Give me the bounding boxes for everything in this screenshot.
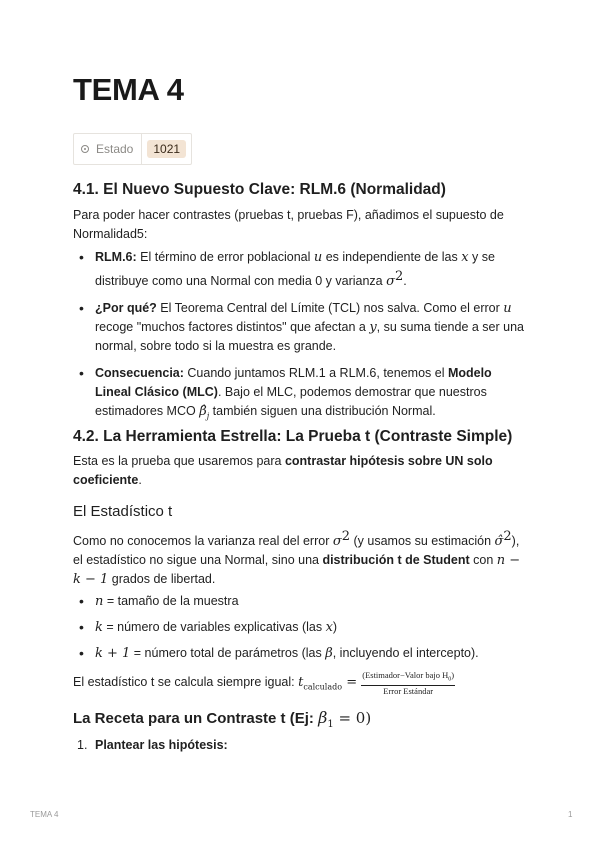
bullet-text: . Bajo el MLC, podemos demostrar que nuestros estimadores MCO (95, 385, 487, 419)
math-sigma: σ (332, 534, 342, 550)
step-number: 1. (77, 738, 88, 752)
math-exponent: 2 (394, 269, 404, 284)
fraction-numerator (361, 670, 455, 686)
section-heading-4-1: 4.1. El Nuevo Supuesto Clave: RLM.6 (Normalidad) (73, 181, 446, 198)
list-item (73, 248, 528, 291)
property-key-label: Estado (96, 142, 134, 156)
bullet-text: = número total de parámetros (las (130, 646, 326, 660)
bullet-text: = tamaño de la muestra (103, 594, 239, 608)
bullet-text: . (403, 274, 407, 289)
bullet-text: = número de variables explicativas (las (102, 620, 326, 634)
math-x: x (325, 620, 333, 635)
para-bold: distribución t de Student (322, 553, 470, 568)
math-sigma-hat: σ̂ (494, 534, 504, 550)
property-value[interactable] (142, 134, 191, 164)
math-k: k (95, 620, 103, 635)
bullet-text: también siguen una distribución Normal. (209, 404, 436, 419)
bullet-text: El Teorema Central del Límite (TCL) nos salva. Como el error (156, 301, 504, 316)
bullet-text: recoge "muchos factores distintos" que afectan a (95, 320, 370, 335)
stat-paragraph (73, 527, 523, 589)
math-equals: = (342, 675, 362, 691)
math-x: x (461, 250, 469, 265)
step-label: Plantear las hipótesis: (95, 738, 228, 752)
bullet-bold: Modelo Lineal Clásico (MLC) (95, 366, 492, 400)
math-exponent: 2 (503, 529, 512, 544)
status-badge: 1021 (147, 140, 186, 158)
math-subscript: 1 (327, 719, 334, 730)
section2-intro (73, 452, 523, 490)
footer-title: TEMA 4 (30, 810, 59, 819)
math-beta-hat: β̂ (199, 404, 207, 420)
bullet-text: ) (332, 620, 338, 634)
section1-bullets (73, 248, 528, 426)
bullet-text: El término de error poblacional (136, 250, 314, 264)
math-k-plus-1: k + 1 (95, 646, 131, 661)
bullet-bold: Consecuencia: (95, 366, 184, 381)
math-y: y (369, 320, 377, 336)
bullet-text: Cuando juntamos RLM.1 a RLM.6, tenemos el (183, 366, 448, 381)
para-text: grados de libertad. (108, 572, 216, 587)
footer-page-number: 1 (568, 810, 573, 819)
para-text: Como no conocemos la varianza real del error (73, 534, 333, 549)
para-text: con (469, 553, 497, 568)
math-u: u (503, 301, 512, 317)
list-item (73, 644, 528, 663)
list-item (73, 364, 528, 426)
formula-fraction (361, 670, 455, 696)
para-text: (y usamos su estimación (350, 534, 495, 549)
math-subscript: calculado (303, 682, 343, 692)
bullet-text: y se distribuye como una Normal con media 0 y varianza (95, 250, 495, 289)
list-item (73, 299, 528, 356)
para-text: ), el estadístico no sigue una Normal, sino una (73, 534, 520, 568)
math-sigma: σ (386, 274, 395, 290)
bullet-text: , incluyendo el intercepto). (332, 646, 479, 660)
formula-intro: El estadístico t se calcula siempre igual: (73, 675, 299, 690)
section-heading-4-2: 4.2. La Herramienta Estrella: La Prueba t (Contraste Simple) (73, 428, 513, 445)
formula-line (73, 670, 528, 697)
intro-text: Esta es la prueba que usaremos para (73, 454, 285, 468)
heading-math-end: = 0) (333, 709, 372, 727)
bullet-bold: ¿Por qué? (95, 301, 157, 316)
bullet-text: es independiente de las (322, 250, 462, 264)
bullet-text: , su suma tiende a ser una normal, sobre todo si la muestra es grande. (95, 320, 524, 354)
intro-text: . (138, 473, 142, 487)
recipe-heading (73, 708, 371, 730)
stat-bullets (73, 592, 528, 663)
subheading-estadistico-t: El Estadístico t (73, 503, 173, 520)
math-beta: β (325, 646, 333, 661)
math-dof: n − k − 1 (73, 553, 521, 588)
status-property[interactable] (73, 133, 192, 165)
fraction-denominator: Error Estándar (383, 685, 434, 696)
list-item (73, 738, 528, 752)
heading-text: La Receta para un Contraste t (Ej: (73, 710, 319, 727)
math-u: u (313, 250, 323, 265)
property-key (74, 134, 142, 164)
recipe-steps (73, 738, 528, 752)
list-item (73, 592, 528, 611)
numerator-sub: 0 (448, 676, 452, 683)
math-n: n (95, 594, 104, 609)
list-item (73, 618, 528, 637)
intro-bold: contrastar hipótesis sobre UN solo coeficiente (73, 454, 493, 487)
section1-intro: Para poder hacer contrastes (pruebas t, pruebas F), añadimos el supuesto de Normalidad5: (73, 208, 504, 241)
numerator-text: (Estimador−Valor bajo H (362, 670, 449, 680)
math-t: t (298, 675, 304, 691)
math-exponent: 2 (341, 529, 351, 544)
status-icon (81, 145, 89, 153)
numerator-end: ) (451, 670, 455, 680)
math-subscript: j (206, 411, 210, 421)
page-title: TEMA 4 (73, 72, 184, 107)
math-beta: β (318, 708, 328, 727)
bullet-bold: RLM.6: (95, 250, 137, 264)
